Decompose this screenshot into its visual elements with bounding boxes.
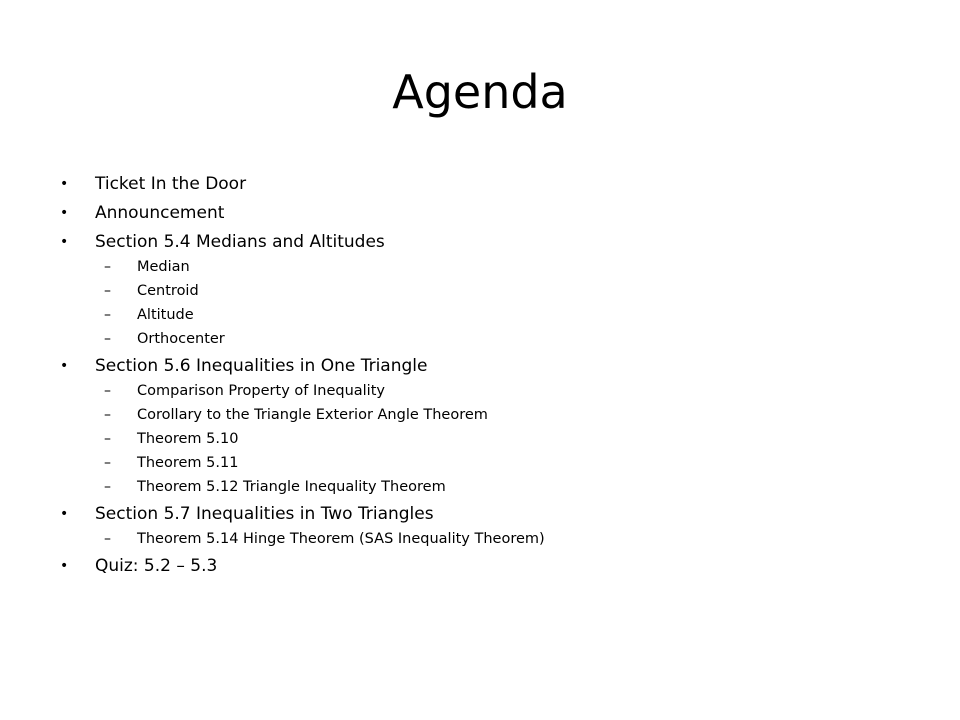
- dash-icon: –: [104, 283, 111, 299]
- dash-icon: –: [104, 531, 111, 547]
- sub-list-item: [0, 451, 960, 475]
- list-item: [0, 352, 960, 380]
- sub-list-item: [0, 379, 960, 403]
- sub-list-item-label: Altitude: [137, 307, 194, 323]
- list-item-label: Ticket In the Door: [95, 174, 247, 194]
- list-item: [0, 552, 960, 580]
- sub-list-item: [0, 475, 960, 499]
- list-item-label: Quiz: 5.2 – 5.3: [95, 556, 218, 576]
- bullet-icon: •: [60, 558, 69, 574]
- list-item: [0, 199, 960, 227]
- sub-list-item-label: Corollary to the Triangle Exterior Angle Theorem: [137, 407, 488, 423]
- list-item: [0, 228, 960, 256]
- dash-icon: –: [104, 331, 111, 347]
- sub-list-item: [0, 527, 960, 551]
- bullet-icon: •: [60, 176, 69, 192]
- list-item-label: Announcement: [95, 203, 225, 223]
- dash-icon: –: [104, 259, 111, 275]
- dash-icon: –: [104, 479, 111, 495]
- sub-list-item-label: Median: [137, 259, 190, 275]
- bullet-icon: •: [60, 234, 69, 250]
- sub-list-item-label: Theorem 5.11: [137, 455, 239, 471]
- dash-icon: –: [104, 431, 111, 447]
- sub-list-item-label: Orthocenter: [137, 331, 225, 347]
- agenda-list: [0, 170, 960, 690]
- sub-list-item-label: Theorem 5.12 Triangle Inequality Theorem: [137, 479, 446, 495]
- list-item-label: Section 5.6 Inequalities in One Triangle: [95, 356, 428, 376]
- bullet-icon: •: [60, 205, 69, 221]
- sub-list-item: [0, 303, 960, 327]
- sub-list-item: [0, 427, 960, 451]
- list-item: [0, 500, 960, 528]
- list-item-label: Section 5.4 Medians and Altitudes: [95, 232, 385, 252]
- bullet-icon: •: [60, 506, 69, 522]
- list-item-label: Section 5.7 Inequalities in Two Triangles: [95, 504, 434, 524]
- sub-list-item-label: Comparison Property of Inequality: [137, 383, 385, 399]
- list-item: [0, 170, 960, 198]
- sub-list-item-label: Centroid: [137, 283, 199, 299]
- dash-icon: –: [104, 407, 111, 423]
- sub-list-item-label: Theorem 5.10: [137, 431, 239, 447]
- sub-list-item: [0, 403, 960, 427]
- bullet-icon: •: [60, 358, 69, 374]
- dash-icon: –: [104, 455, 111, 471]
- dash-icon: –: [104, 307, 111, 323]
- dash-icon: –: [104, 383, 111, 399]
- sub-list-item: [0, 327, 960, 351]
- sub-list-item-label: Theorem 5.14 Hinge Theorem (SAS Inequality Theorem): [137, 531, 545, 547]
- sub-list-item: [0, 255, 960, 279]
- sub-list-item: [0, 279, 960, 303]
- slide-title: Agenda: [392, 65, 568, 119]
